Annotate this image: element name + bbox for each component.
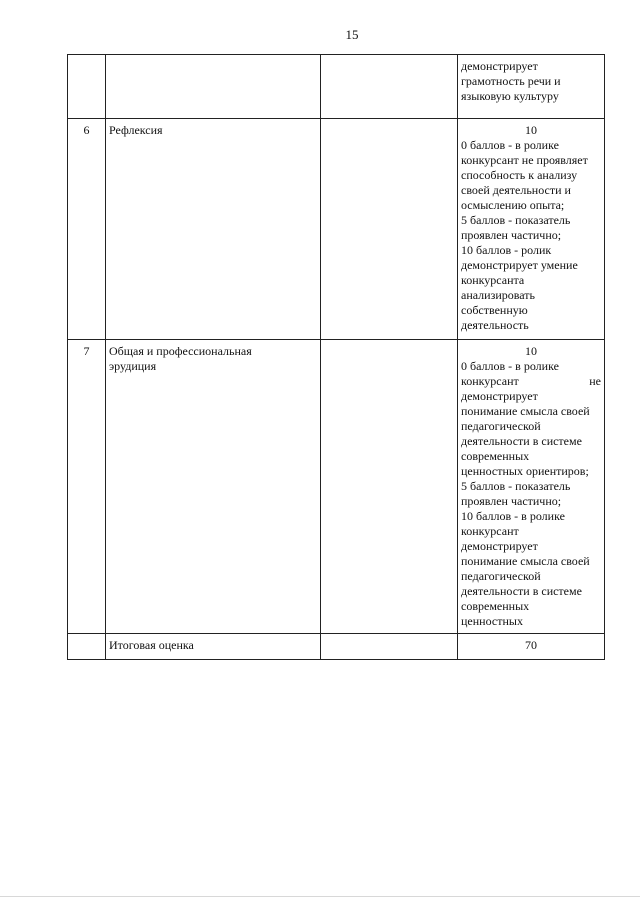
description-line: собственную <box>461 303 528 317</box>
description-line: демонстрирует <box>461 539 538 553</box>
description-line: современных <box>461 449 530 463</box>
description-line: проявлен частично; <box>461 494 562 508</box>
description-line: понимание смысла своей <box>461 404 590 418</box>
row-number: 6 <box>68 119 106 340</box>
criterion-name: Рефлексия <box>106 119 321 340</box>
criterion-name-line: эрудиция <box>109 359 157 373</box>
description-line: 0 баллов - в ролике <box>461 138 559 152</box>
description-line: демонстрирует <box>461 389 538 403</box>
max-points: 10 <box>525 344 537 358</box>
criterion-description <box>458 119 605 340</box>
criterion-description <box>458 55 605 119</box>
description-line: языковую культуру <box>461 89 559 103</box>
description-line: 10 баллов - ролик <box>461 243 552 257</box>
empty-cell <box>321 119 458 340</box>
description-line: проявлен частично; <box>461 228 562 242</box>
description-line: ценностных <box>461 614 523 628</box>
description-line: педагогической <box>461 569 541 583</box>
criterion-name-line: Общая и профессиональная <box>109 344 252 358</box>
description-line: анализировать <box>461 288 535 302</box>
criteria-table <box>67 54 605 660</box>
description-line: конкурсанта <box>461 273 525 287</box>
row-number: 7 <box>68 340 106 634</box>
total-row <box>68 634 605 660</box>
description-line: ценностных ориентиров; <box>461 464 589 478</box>
description-line: своей деятельности и <box>461 183 571 197</box>
scan-edge-line <box>0 896 640 897</box>
description-line: деятельности в системе <box>461 434 582 448</box>
description-line: 5 баллов - показатель <box>461 479 571 493</box>
description-line: деятельность <box>461 318 529 332</box>
table-row <box>68 119 605 340</box>
description-line: педагогической <box>461 419 541 433</box>
page-number: 15 <box>345 27 359 42</box>
description-line: 5 баллов - показатель <box>461 213 571 227</box>
description-line: деятельности в системе <box>461 584 582 598</box>
description-line: понимание смысла своей <box>461 554 590 568</box>
description-line: 10 баллов - в ролике <box>461 509 565 523</box>
max-points: 10 <box>525 123 537 137</box>
total-value: 70 <box>458 634 605 660</box>
total-label: Итоговая оценка <box>106 634 321 660</box>
description-line: демонстрирует умение <box>461 258 578 272</box>
description-line: демонстрирует <box>461 59 538 73</box>
description-line: способность к анализу <box>461 168 578 182</box>
description-line <box>461 374 601 389</box>
description-word: конкурсант <box>461 374 519 388</box>
description-line: грамотность речи и <box>461 74 561 88</box>
row-number <box>68 55 106 119</box>
criterion-description <box>458 340 605 634</box>
table-row <box>68 340 605 634</box>
empty-cell <box>68 634 106 660</box>
criterion-name <box>106 340 321 634</box>
empty-cell <box>321 340 458 634</box>
description-line: современных <box>461 599 530 613</box>
description-line: осмыслению опыта; <box>461 198 565 212</box>
empty-cell <box>321 634 458 660</box>
description-word: не <box>589 374 601 388</box>
description-line: конкурсант не проявляет <box>461 153 588 167</box>
description-line: конкурсант <box>461 524 519 538</box>
table-row <box>68 55 605 119</box>
criterion-name <box>106 55 321 119</box>
description-line: 0 баллов - в ролике <box>461 359 559 373</box>
empty-cell <box>321 55 458 119</box>
